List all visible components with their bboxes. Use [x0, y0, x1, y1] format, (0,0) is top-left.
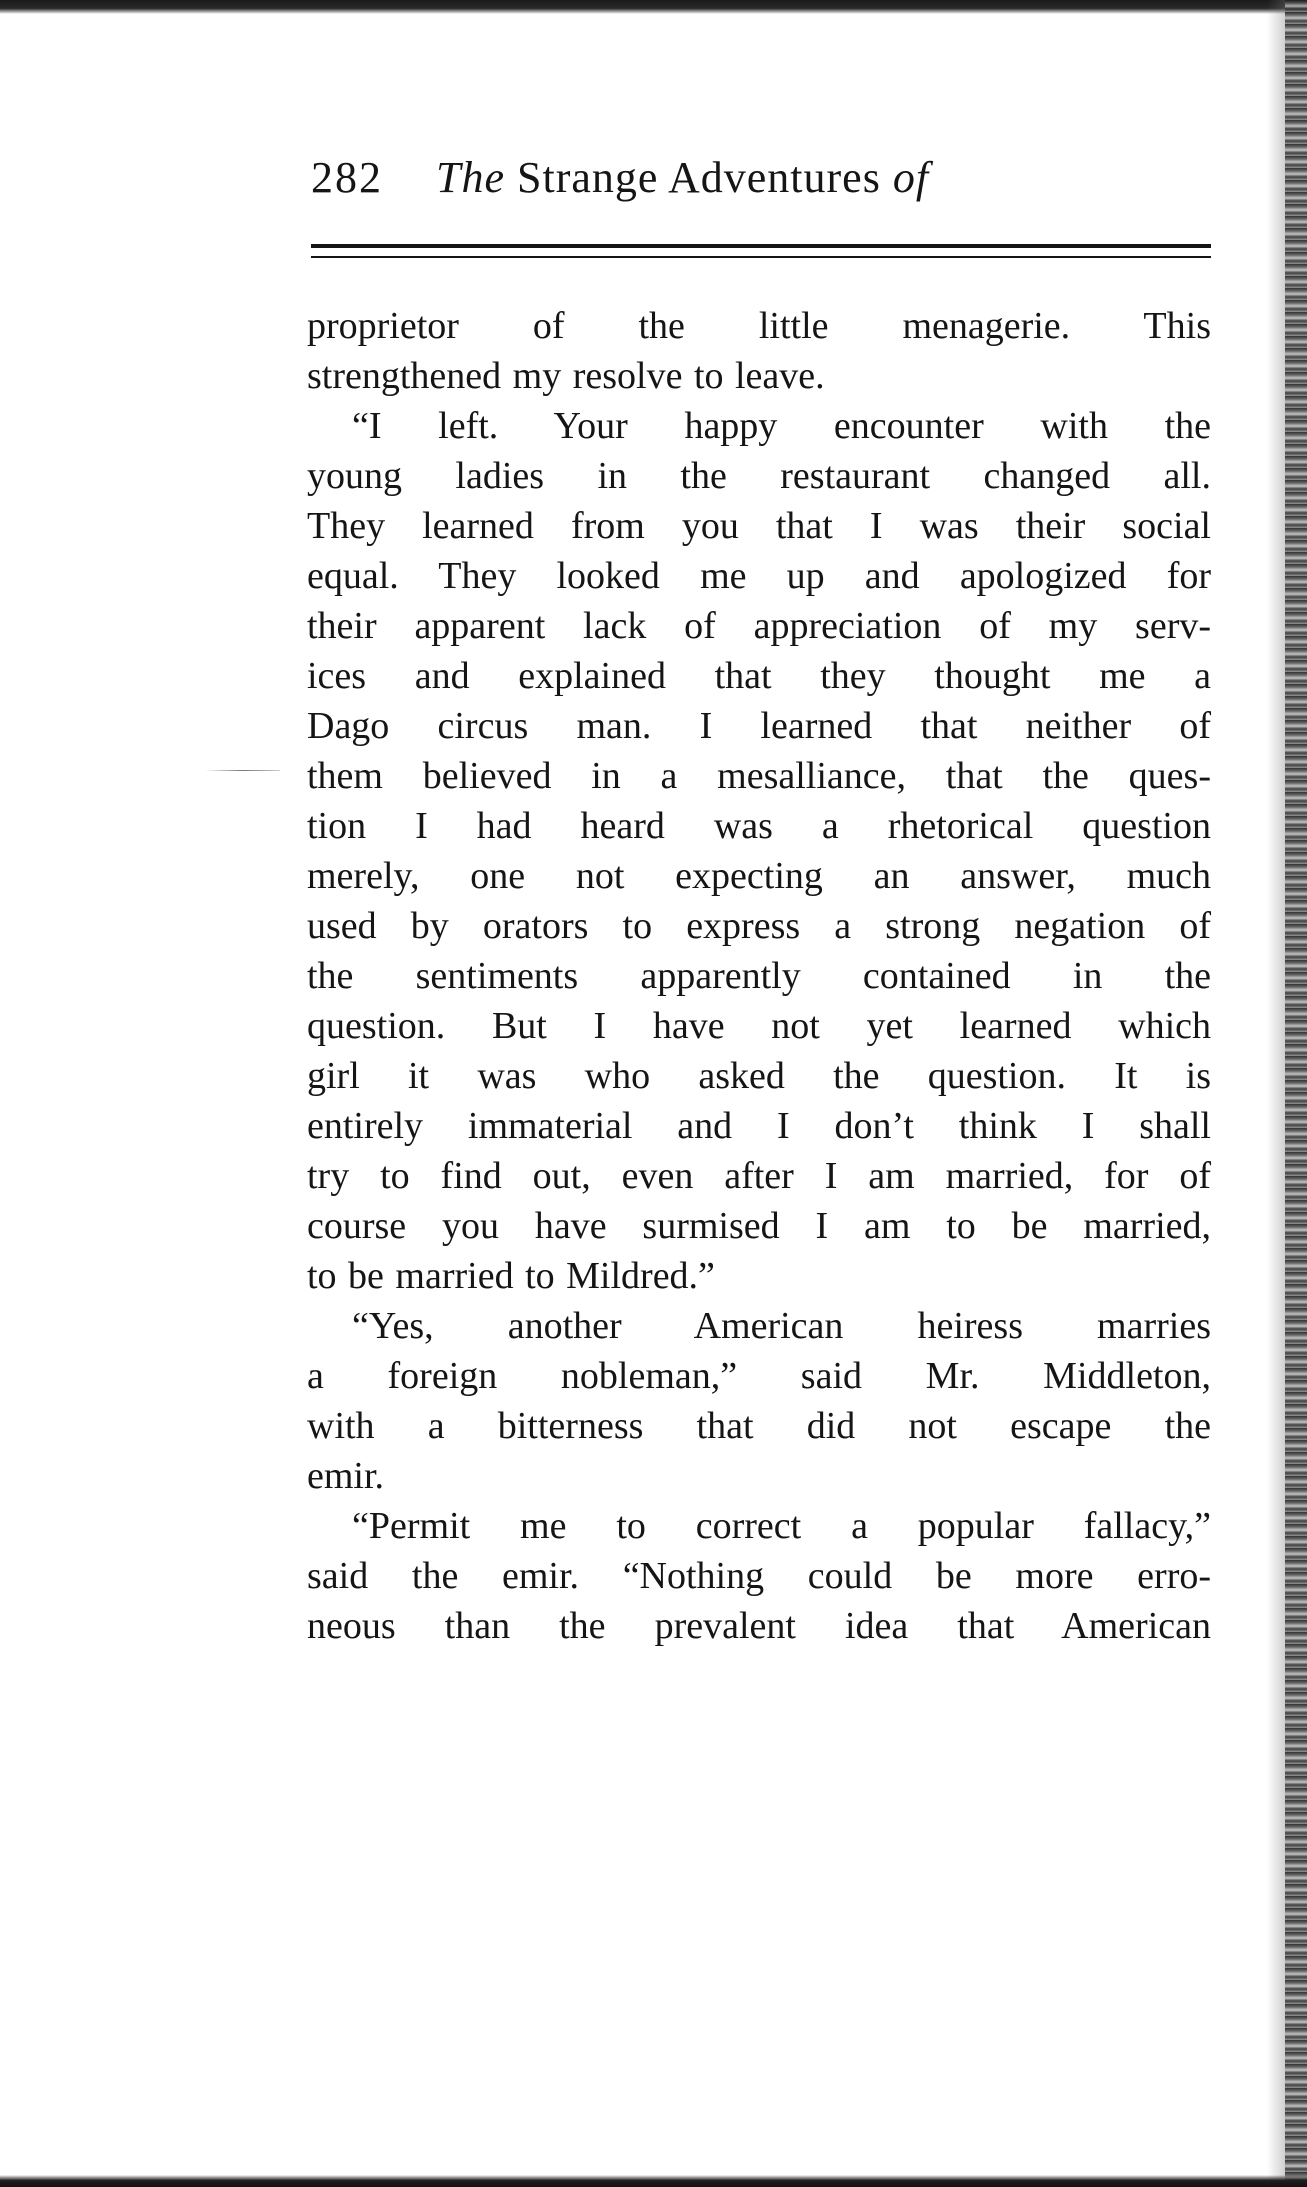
scan-top-edge	[0, 0, 1307, 14]
text-line: “Yes, another American heiress marries	[352, 1305, 1211, 1347]
page-number: 282	[311, 153, 383, 202]
text-line: merely, one not expecting an answer, much	[307, 855, 1211, 897]
running-title	[436, 148, 929, 208]
running-title-of: of	[892, 153, 930, 202]
running-title-the: The	[436, 153, 505, 202]
text-line: to be married to Mildred.”	[307, 1255, 715, 1297]
header-rule-thin	[311, 256, 1211, 258]
text-line: emir.	[307, 1455, 385, 1497]
running-title-middle: Strange Adventures	[517, 153, 881, 202]
text-line: try to find out, even after I am married, for of	[307, 1155, 1211, 1197]
text-line: neous than the prevalent idea that American	[307, 1605, 1211, 1647]
header-rule-thick	[311, 244, 1211, 248]
text-line: equal. They looked me up and apologized for	[307, 555, 1211, 597]
text-line: said the emir. “Nothing could be more erro-	[307, 1555, 1211, 1597]
scan-right-shadow	[1267, 0, 1285, 2187]
text-line: tion I had heard was a rhetorical question	[307, 805, 1211, 847]
body-text	[307, 301, 1211, 1651]
text-line: young ladies in the restaurant changed all.	[307, 455, 1211, 497]
text-line: entirely immaterial and I don’t think I shall	[307, 1105, 1211, 1147]
text-line: Dago circus man. I learned that neither of	[307, 705, 1211, 747]
text-line: the sentiments apparently contained in the	[307, 955, 1211, 997]
text-line: They learned from you that I was their social	[307, 505, 1211, 547]
text-line: used by orators to express a strong negation of	[307, 905, 1211, 947]
text-line: question. But I have not yet learned which	[307, 1005, 1211, 1047]
text-line: a foreign nobleman,” said Mr. Middleton,	[307, 1355, 1211, 1397]
stray-pencil-mark	[205, 770, 280, 771]
text-line: ices and explained that they thought me a	[307, 655, 1211, 697]
text-line: them believed in a mesalliance, that the ques-	[307, 755, 1211, 797]
text-line: “I left. Your happy encounter with the	[352, 405, 1211, 447]
text-line: “Permit me to correct a popular fallacy,”	[352, 1505, 1211, 1547]
running-header	[311, 148, 1211, 208]
text-line: course you have surmised I am to be married,	[307, 1205, 1211, 1247]
scan-bottom-edge	[0, 2175, 1307, 2187]
text-line: proprietor of the little menagerie. This	[307, 305, 1211, 347]
scan-right-edge	[1285, 0, 1307, 2187]
text-line: their apparent lack of appreciation of my serv-	[307, 605, 1211, 647]
text-line: strengthened my resolve to leave.	[307, 355, 825, 397]
text-line: with a bitterness that did not escape the	[307, 1405, 1211, 1447]
text-line: girl it was who asked the question. It is	[307, 1055, 1211, 1097]
